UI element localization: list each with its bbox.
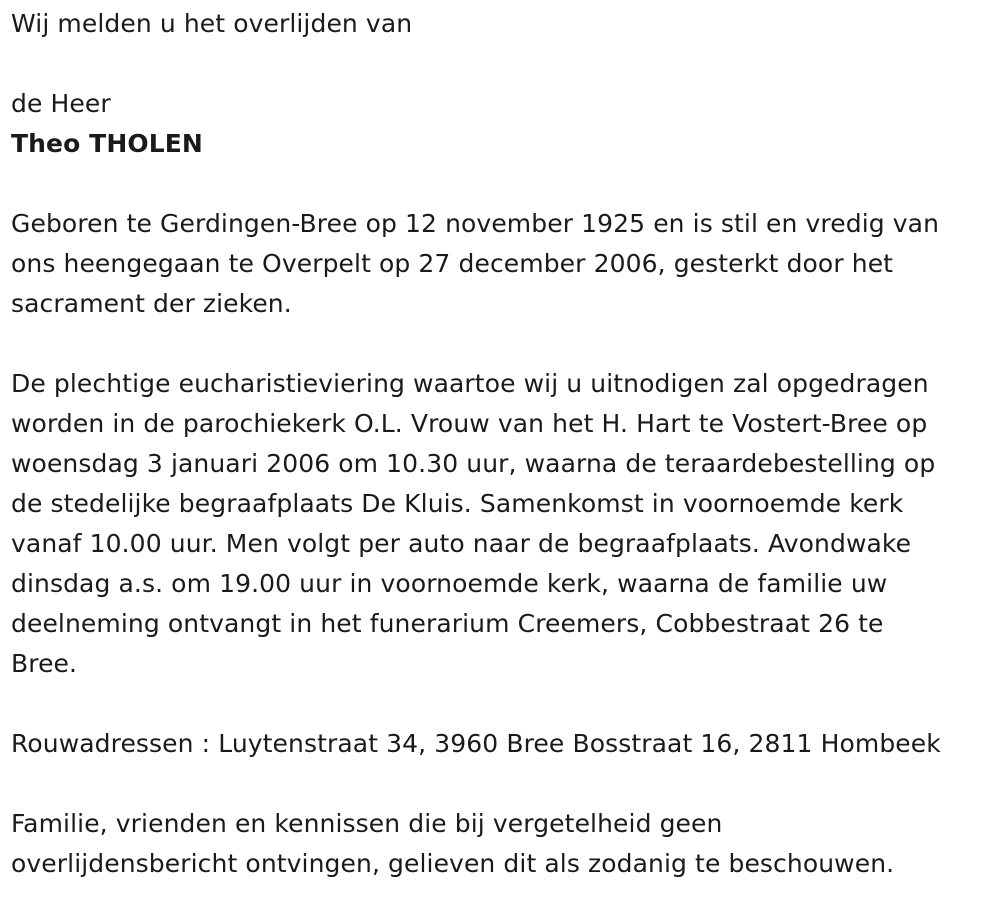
ceremony-paragraph <box>11 364 1000 684</box>
ceremony-line: deelneming ontvangt in het funerarium Creemers, Cobbestraat 26 te <box>11 609 884 638</box>
closing-line: overlijdensbericht ontvingen, gelieven dit als zodanig te beschouwen. <box>11 849 895 878</box>
closing-line: Familie, vrienden en kennissen die bij vergetelheid geen <box>11 809 723 838</box>
birth-and-death-paragraph <box>11 204 1000 324</box>
birth-line: ons heengegaan te Overpelt op 27 december 2006, gesterkt door het <box>11 249 894 278</box>
ceremony-line: worden in de parochiekerk O.L. Vrouw van het H. Hart te Vostert-Bree op <box>11 409 928 438</box>
ceremony-line: dinsdag a.s. om 19.00 uur in voornoemde kerk, waarna de familie uw <box>11 569 888 598</box>
mourning-addresses: Rouwadressen : Luytenstraat 34, 3960 Bree Bosstraat 16, 2811 Hombeek <box>11 729 941 758</box>
ceremony-line: Bree. <box>11 649 78 678</box>
ceremony-line: woensdag 3 januari 2006 om 10.30 uur, waarna de teraardebestelling op <box>11 449 936 478</box>
birth-line: Geboren te Gerdingen-Bree op 12 november 1925 en is stil en vredig van <box>11 209 940 238</box>
notice-intro: Wij melden u het overlijden van <box>11 9 413 38</box>
ceremony-line: De plechtige eucharistieviering waartoe wij u uitnodigen zal opgedragen <box>11 369 929 398</box>
birth-line: sacrament der zieken. <box>11 289 292 318</box>
closing-paragraph <box>11 804 1000 884</box>
deceased-name: Theo THOLEN <box>11 129 203 158</box>
deceased-title: de Heer <box>11 89 111 118</box>
ceremony-line: de stedelijke begraafplaats De Kluis. Samenkomst in voornoemde kerk <box>11 489 904 518</box>
ceremony-line: vanaf 10.00 uur. Men volgt per auto naar de begraafplaats. Avondwake <box>11 529 912 558</box>
